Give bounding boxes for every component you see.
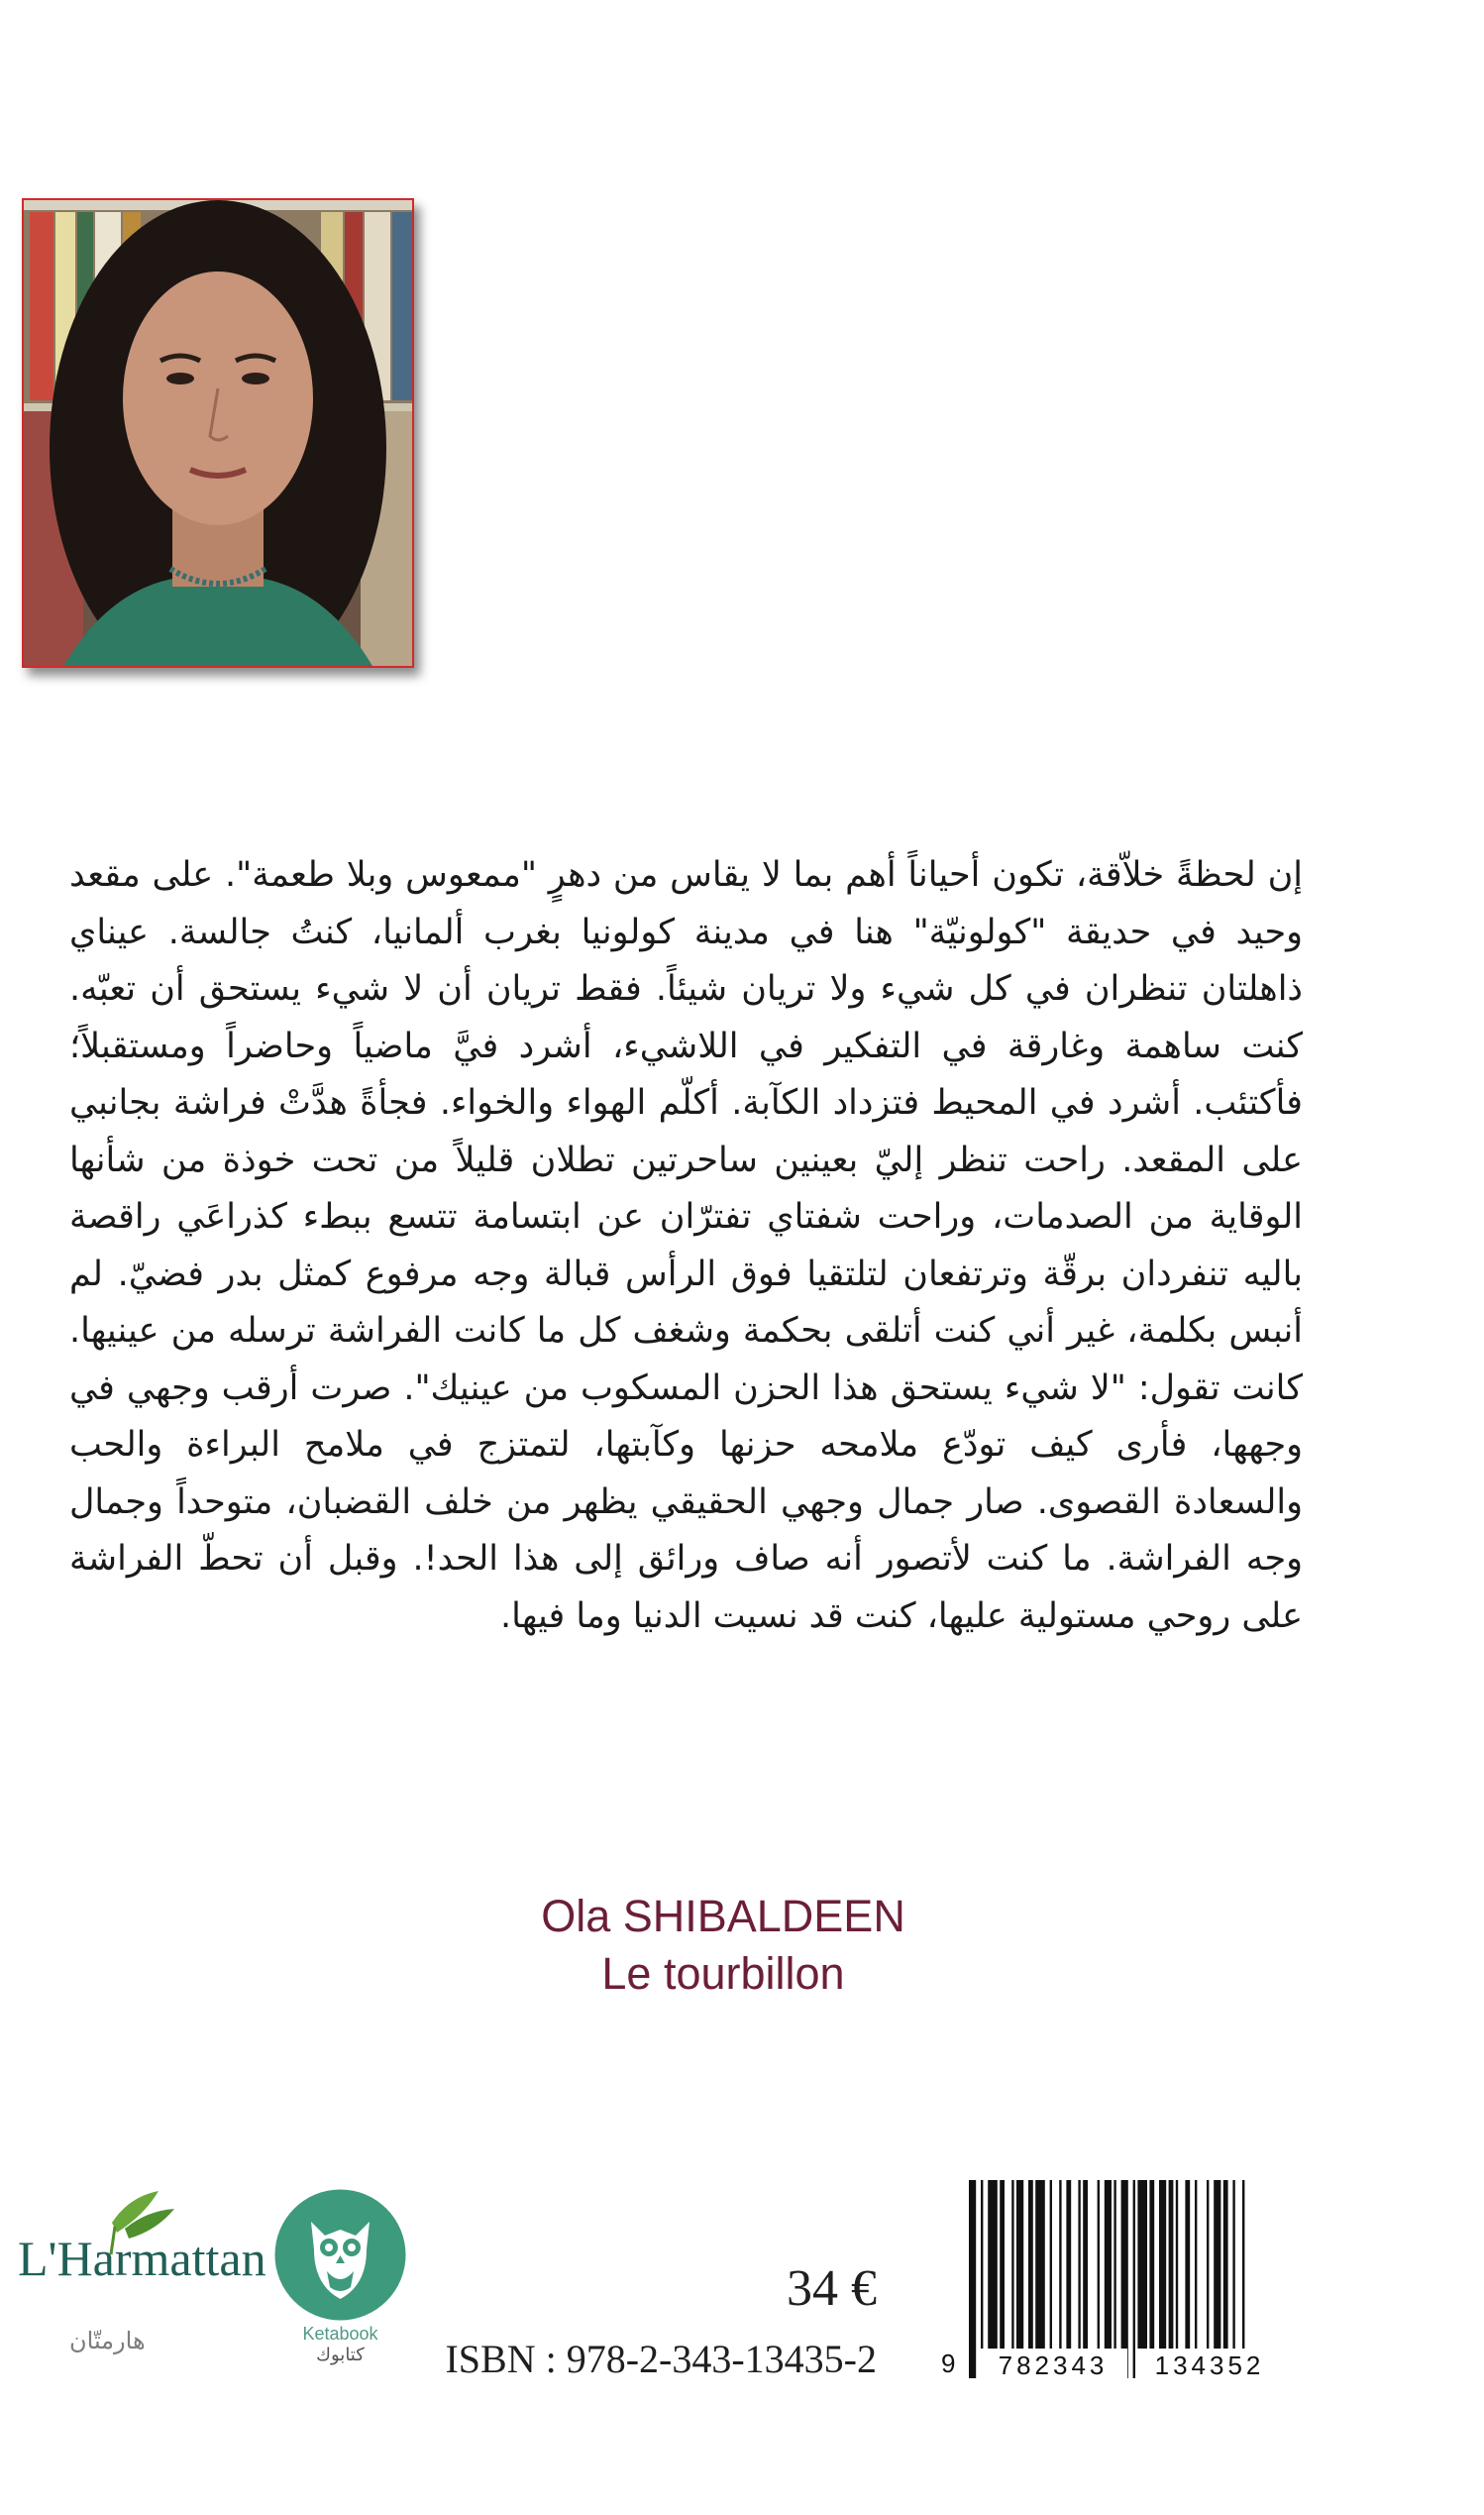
book-title: Le tourbillon <box>601 1948 845 1999</box>
publisher-name <box>18 2230 266 2287</box>
ketabook-arabic: كتابوك <box>316 2345 365 2365</box>
barcode <box>939 2180 1306 2378</box>
barcode-group2: 134352 <box>1154 2351 1265 2378</box>
back-cover-text: إن لحظةً خلاّقة، تكون أحياناً أهم بما لا يقاس من دهرٍ "ممعوس وبلا طعمة". على مقعد وحيد في حديقة "كولونيّة" هنا في مدينة كولونيا بغرب ألمانيا، كنتُ جالسة. عيناي ذاهلتان تنظران في كل شيء ولا تريان شيئاً. فقط تريان أن لا شيء يستحق أن تعبّه. كنت ساهمة وغارقة في التفكير في اللاشيء، أشرد فيَّ ماضياً وحاضراً ومستقبلاً؛ فأكتئب. أشرد في المحيط فتزداد الكآبة. أكلّم الهواء والخواء. فجأةً هدَّتْ فراشة بجانبي على المقعد. راحت تنظر إليّ بعينين ساحرتين تطلان قليلاً من تحت خوذة من شأنها الوقاية من الصدمات، وراحت شفتاي تفترّان عن ابتسامة تتسع ببطء كذراعَي راقصة باليه تنفردان برقّة وترتفعان لتلتقيا فوق الرأس قبالة وجه مرفوع كمثل بدر فضيّ. لم أنبس بكلمة، غير أني كنت أتلقى بحكمة وشغف كل ما كانت الفراشة ترسله من عينيها. كانت تقول: "لا شيء يستحق هذا الحزن المسكوب من عينيك". صرت أرقب وجهي في وجهها، فأرى كيف تودّع ملامحه حزنها وكآبتها، لتمتزج في ملامح البراءة والحب والسعادة القصوى. صار جمال وجهي الحقيقي يظهر من خلف القضبان، متوحداً وجمال وجه الفراشة. ما كنت لأتصور أنه صاف ورائق إلى هذا الحد!. وقبل أن تحطّ الفراشة على روحي مستولية عليها، كنت قد نسيت الدنيا وما فيها. <box>69 855 1303 1636</box>
barcode-first-digit: 9 <box>941 2349 956 2378</box>
author-name: Ola SHIBALDEEN <box>541 1891 905 1941</box>
author-photo <box>22 198 414 668</box>
publisher-name-prefix: L' <box>18 2231 57 2286</box>
owl-icon <box>273 2188 407 2322</box>
barcode-bar <box>969 2180 976 2378</box>
ketabook-label: Ketabook <box>302 2324 378 2344</box>
barcode-group1: 782343 <box>998 2351 1109 2378</box>
isbn: ISBN : 978-2-343-13435-2 <box>445 2337 877 2381</box>
author-and-title <box>515 1888 931 2003</box>
author-photo-image <box>24 200 412 666</box>
publisher-name-rest: Harmattan <box>56 2231 266 2286</box>
barcode-bar <box>1133 2180 1135 2378</box>
price: 34 € <box>787 2260 877 2317</box>
publisher-arabic-name: هارمتّان <box>69 2327 146 2354</box>
